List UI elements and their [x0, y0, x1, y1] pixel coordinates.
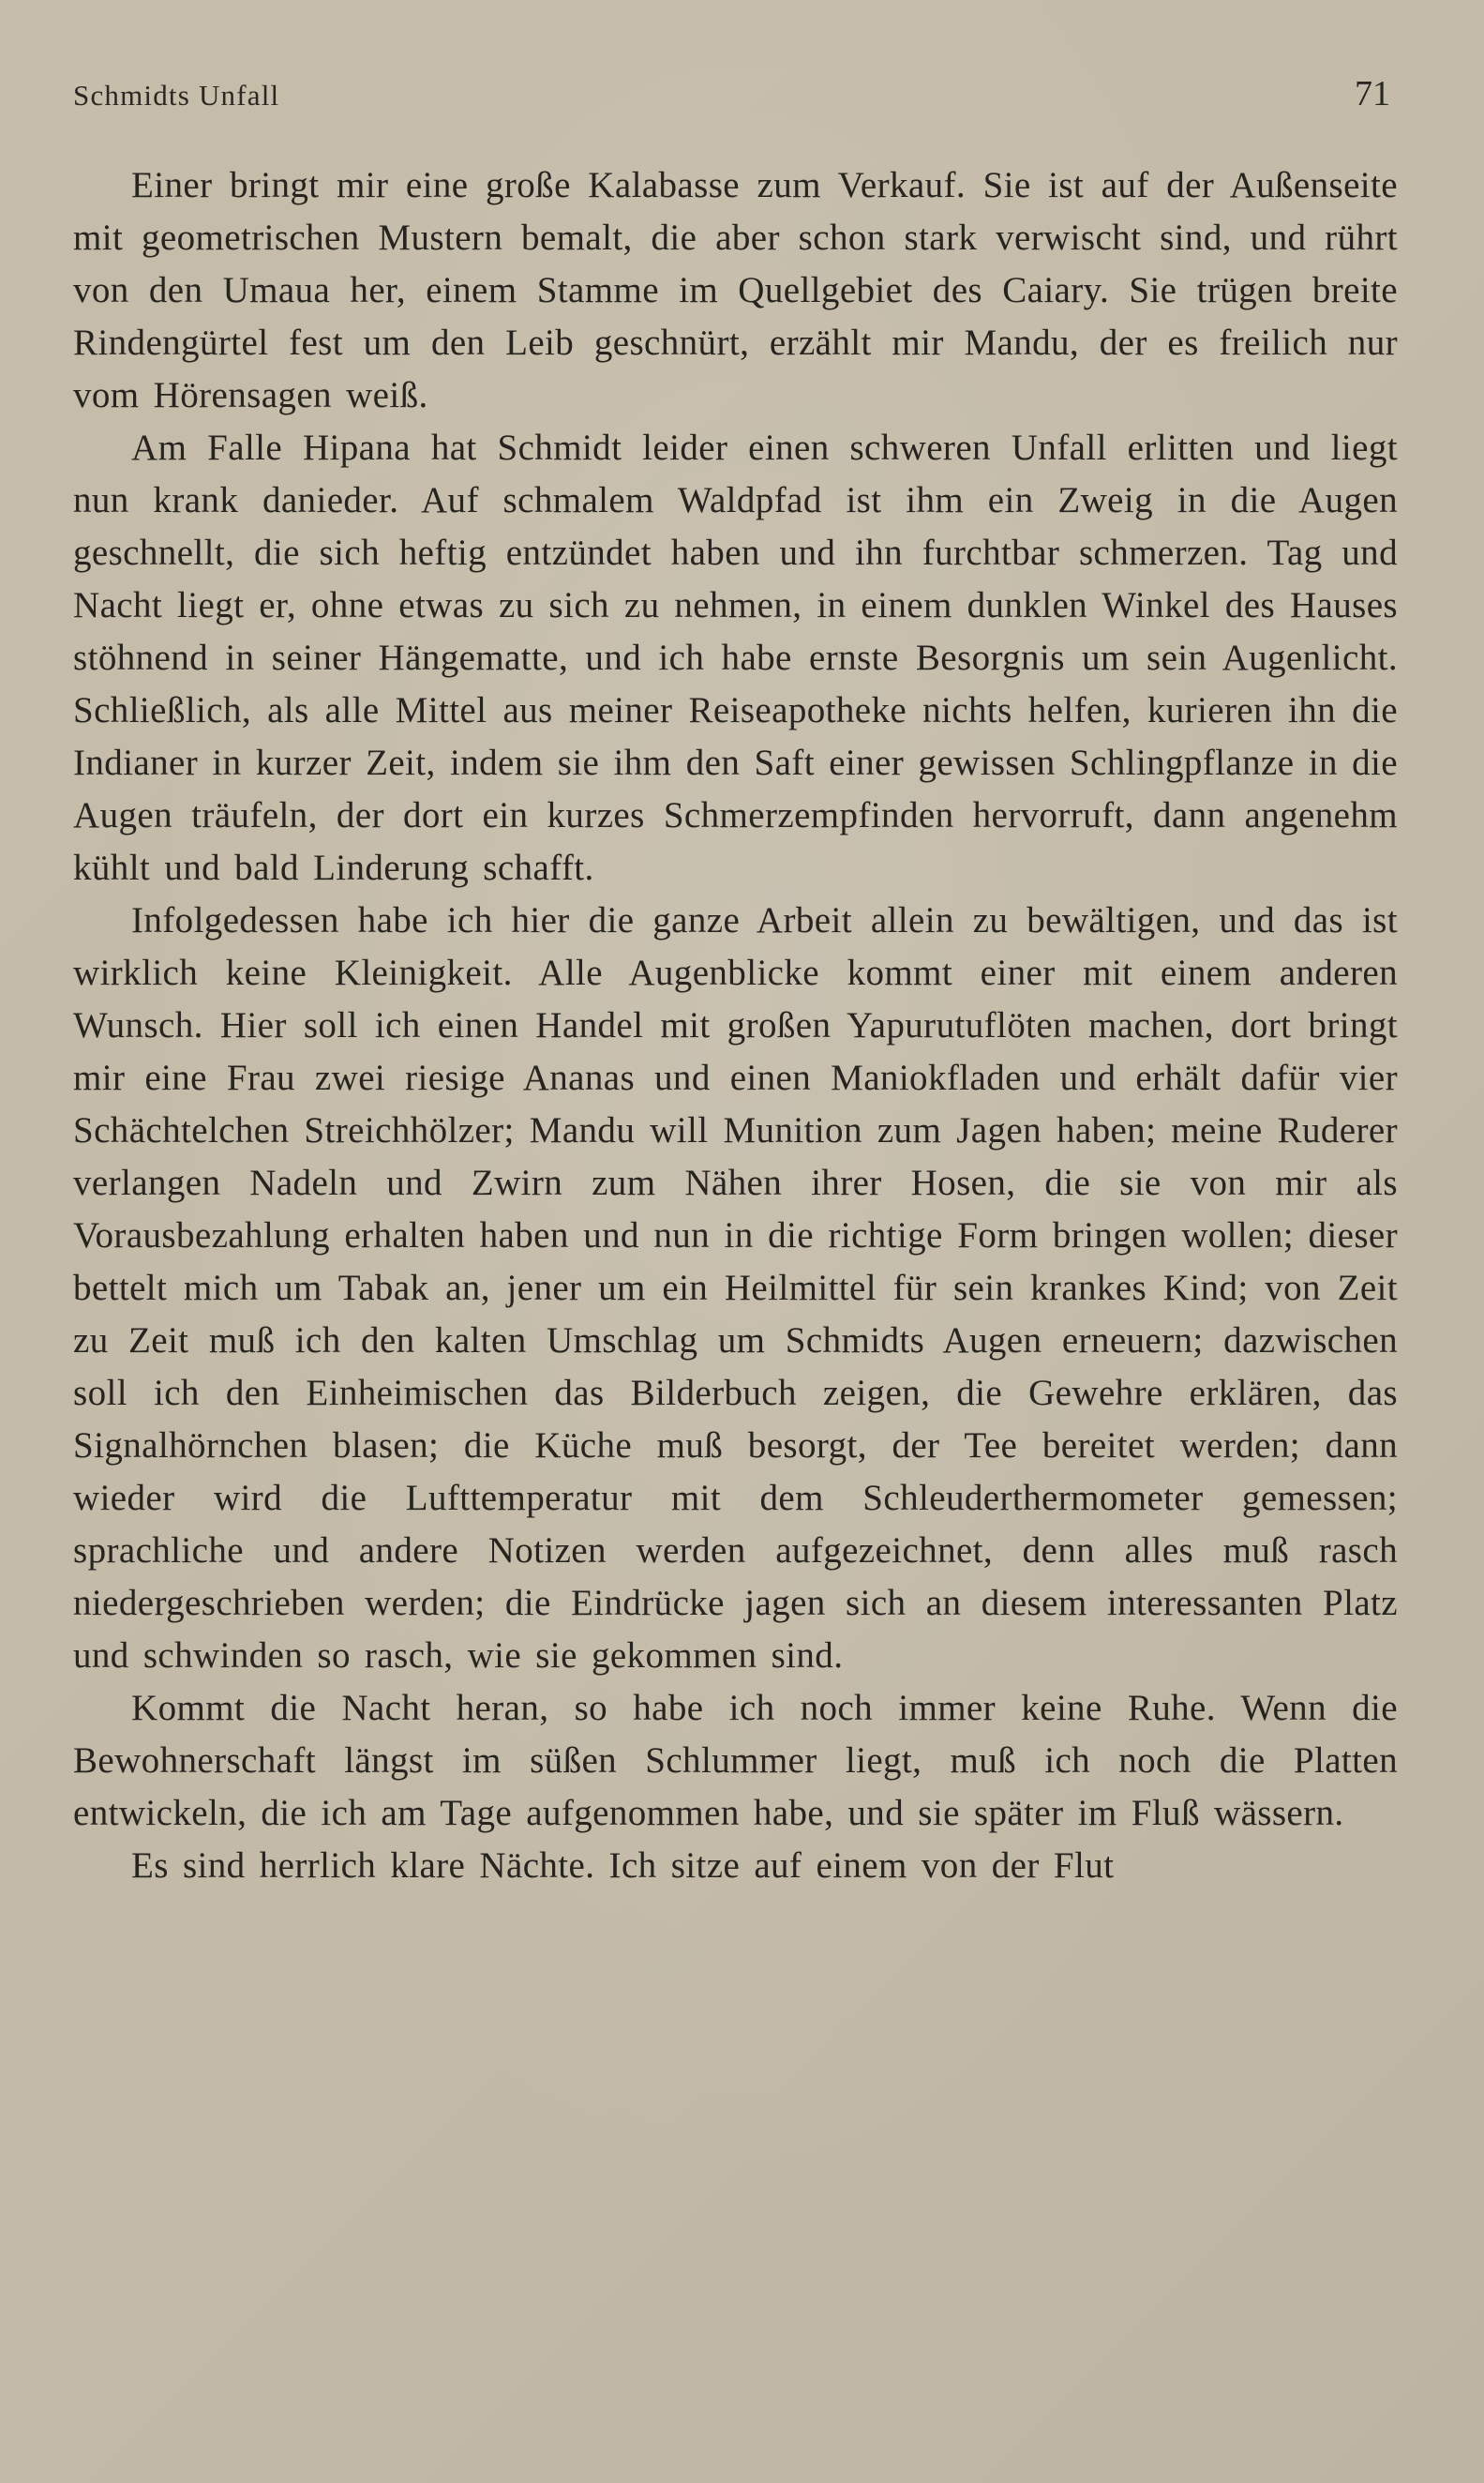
paragraph: Kommt die Nacht heran, so habe ich noch immer keine Ruhe. Wenn die Bewohnerschaft längst im süßen Schlummer liegt, muß ich noch die Platten entwickeln, die ich am Tage aufgenommen habe, und sie später im Fluß wässern. [73, 1688, 1398, 1833]
body-text [73, 159, 1398, 1892]
paragraph: Es sind herrlich klare Nächte. Ich sitze auf einem von der Flut [131, 1845, 1115, 1886]
paragraph: Infolgedessen habe ich hier die ganze Arbeit allein zu bewältigen, und das ist wirklich keine Kleinigkeit. Alle Augenblicke kommt einer mit einem anderen Wunsch. Hier soll ich einen Handel mit großen Yapurutuflöten machen, dort bringt mir eine Frau zwei riesige Ananas und einen Maniokfladen und erhält dafür vier Schächtelchen Streichhölzer; Mandu will Munition zum Jagen haben; meine Ruderer verlangen Nadeln und Zwirn zum Nähen ihrer Hosen, die sie von mir als Vorausbezahlung erhalten haben und nun in die richtige Form bringen wollen; dieser bettelt mich um Tabak an, jener um ein Heilmittel für sein krankes Kind; von Zeit zu Zeit muß ich den kalten Umschlag um Schmidts Augen erneuern; dazwischen soll ich den Einheimischen das Bilderbuch zeigen, die Gewehre erklären, das Signalhörnchen blasen; die Küche muß besorgt, der Tee bereitet werden; dann wieder wird die Lufttemperatur mit dem Schleuderthermometer gemessen; sprachliche und andere Notizen werden aufgezeichnet, denn alles muß rasch niedergeschrieben werden; die Eindrücke jagen sich an diesem interessanten Platz und schwinden so rasch, wie sie gekommen sind. [73, 900, 1398, 1676]
paragraph: Am Falle Hipana hat Schmidt leider einen schweren Unfall erlitten und liegt nun krank danieder. Auf schmalem Waldpfad ist ihm ein Zweig in die Augen geschnellt, die sich heftig entzündet haben und ihn furchtbar schmerzen. Tag und Nacht liegt er, ohne etwas zu sich zu nehmen, in einem dunklen Winkel des Hauses stöhnend in seiner Hängematte, und ich habe ernste Besorgnis um sein Augenlicht. Schließlich, als alle Mittel aus meiner Reiseapotheke nichts helfen, kurieren ihn die Indianer in kurzer Zeit, indem sie ihm den Saft einer gewissen Schlingpflanze in die Augen träufeln, der dort ein kurzes Schmerzempfinden hervorruft, dann angenehm kühlt und bald Linderung schafft. [73, 428, 1398, 888]
running-title: Schmidts Unfall [73, 79, 280, 112]
paragraph: Einer bringt mir eine große Kalabasse zum Verkauf. Sie ist auf der Außenseite mit geometrischen Mustern bemalt, die aber schon stark verwischt sind, und rührt von den Umaua her, einem Stamme im Quellgebiet des Caiary. Sie trügen breite Rindengürtel fest um den Leib geschnürt, erzählt mir Mandu, der es freilich nur vom Hörensagen weiß. [73, 165, 1398, 415]
page-number: 71 [1355, 74, 1390, 113]
page-header [73, 73, 1398, 114]
